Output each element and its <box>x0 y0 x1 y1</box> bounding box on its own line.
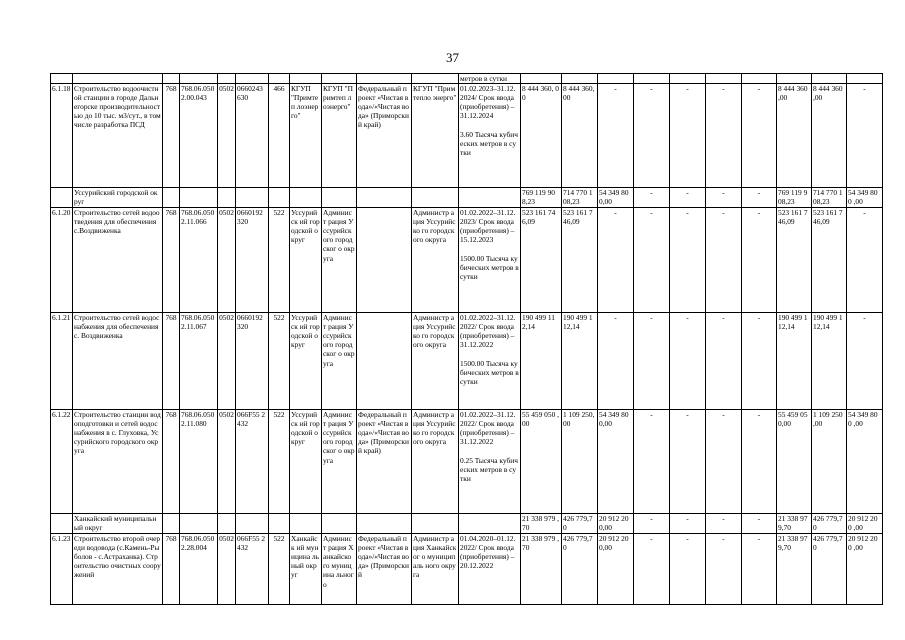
cell-col-18: - <box>706 208 742 313</box>
cell-col-14: 1 109 250, 00 <box>562 410 598 514</box>
cell-col-7: 522 <box>269 534 290 605</box>
cell-col-21: 426 779,7 0 <box>812 534 847 605</box>
cell-col-14: 190 499 1 12,14 <box>562 313 598 410</box>
empty-cell <box>290 514 322 534</box>
empty-cell <box>412 514 459 534</box>
cell-col-2: Ханкайский муниципальный округ <box>73 514 163 534</box>
cell-col-9: Админист рация Ханкайско го муницина льного <box>322 534 357 605</box>
cell-col-12: 01.02.2022–31.12.2022/ Срок ввода (приобретения) – 31.12.2022 0.25 Тысяча кубических метров в сутки <box>459 410 521 514</box>
empty-cell <box>51 514 73 534</box>
cell-col-20: 21 338 97 9,70 <box>777 534 812 605</box>
cell-col-21: 190 499 1 12,14 <box>812 313 847 410</box>
cell-col-18: - <box>706 313 742 410</box>
cell-col-6: 0660243 630 <box>236 84 269 188</box>
cell-col-2: Уссурийский городской округ <box>73 188 163 208</box>
cell-col-16: - <box>634 514 670 534</box>
table-row <box>51 208 883 313</box>
cell-col-14: 523 161 7 46,09 <box>562 208 598 313</box>
cell-col-12: 01.02.2022–31.12.2022/ Срок ввода (приобретения) – 31.12.2022 1500.00 Тысяча кубических метров в сутки <box>459 313 521 410</box>
cell-col-10: Федеральный проект «Чистая вода»/«Чистая вода» (Приморский <box>357 534 412 605</box>
cell-col-3: 768 <box>163 313 180 410</box>
table-row <box>51 534 883 605</box>
cell-col-15: 54 349 80 0,00 <box>598 188 634 208</box>
cell-col-19: - <box>742 84 777 188</box>
cell-col-14: 8 444 360, 00 <box>562 84 598 188</box>
cell-col-13: 21 338 979 ,70 <box>521 514 562 534</box>
cell-col-16: - <box>634 208 670 313</box>
cell-col-9: Админист рация Уссурийск ого городског о округа <box>322 208 357 313</box>
cell-col-8: Ханкайск ий муницина льный округ <box>290 534 322 605</box>
cell-col-20: 21 338 97 9,70 <box>777 514 812 534</box>
cell-col-19: - <box>742 514 777 534</box>
empty-cell <box>163 514 180 534</box>
cell-col-1: 6.1.23 <box>51 534 73 605</box>
cell-col-19: - <box>742 208 777 313</box>
cell-col-16: - <box>634 313 670 410</box>
cell-col-10 <box>357 313 412 410</box>
continuation-row <box>51 74 883 84</box>
cell-col-18: - <box>706 84 742 188</box>
cell-col-19: - <box>742 410 777 514</box>
cell-col-10: Федеральный проект «Чистая вода»/«Чистая вода» (Приморский край) <box>357 84 412 188</box>
cell-col-6: 0660192 320 <box>236 208 269 313</box>
cell-col-13: 21 338 979 ,70 <box>521 534 562 605</box>
cell-col-4: 768.06.050 2.11.066 <box>180 208 218 313</box>
subtotal-row <box>51 188 883 208</box>
cell-col-1: 6.1.22 <box>51 410 73 514</box>
cell-col-15: - <box>598 208 634 313</box>
cell-col-1: 6.1.21 <box>51 313 73 410</box>
empty-cell <box>322 188 357 208</box>
cell-col-12: 01.04.2020–01.12.2022/ Срок ввода (приобретения) – 20.12.2022 <box>459 534 521 605</box>
cell-col-11: Администр ация Уссурийско го городского округа <box>412 410 459 514</box>
cell-col-16: - <box>634 188 670 208</box>
cell-col-17: - <box>670 514 706 534</box>
cell-col-3: 768 <box>163 84 180 188</box>
cell-col-4: 768.06.050 2.00.043 <box>180 84 218 188</box>
empty-cell <box>322 514 357 534</box>
investment-table <box>50 73 883 605</box>
cell-col-22: 54 349 800 ,00 <box>847 188 883 208</box>
subtotal-row <box>51 514 883 534</box>
empty-cell <box>180 514 218 534</box>
cell-col-11: Администр ация Уссурийско го городского округа <box>412 208 459 313</box>
cell-col-5: 0502 <box>218 313 236 410</box>
cell-col-20: 8 444 360 ,00 <box>777 84 812 188</box>
empty-cell <box>236 188 269 208</box>
cell-col-18: - <box>706 188 742 208</box>
cell-col-9: Админист рация Уссурийск ого городског о округа <box>322 313 357 410</box>
empty-cell <box>180 188 218 208</box>
cell-col-17: - <box>670 188 706 208</box>
cell-col-2: Строительство станции водоподготовки и сетей водоснабжения в с. Глуховка, Уссурийского городского округа <box>73 410 163 514</box>
cell-col-2: Строительство сетей водоснабжения для обеспечения с. Воздвиженка <box>73 313 163 410</box>
cell-col-17: - <box>670 313 706 410</box>
table-row <box>51 84 883 188</box>
cell-col-7: 466 <box>269 84 290 188</box>
cell-col-6: 0660192 320 <box>236 313 269 410</box>
cell-col-7: 522 <box>269 208 290 313</box>
cell-col-6: 066F55 2432 <box>236 534 269 605</box>
cell-col-8: Уссурийск ий городской округ <box>290 313 322 410</box>
cell-col-20: 769 119 9 08,23 <box>777 188 812 208</box>
cell-col-17: - <box>670 410 706 514</box>
cell-col-22: 20 912 200 ,00 <box>847 514 883 534</box>
cell-col-3: 768 <box>163 410 180 514</box>
cell-col-13: 523 161 74 6,09 <box>521 208 562 313</box>
cell-col-16: - <box>634 84 670 188</box>
cell-col-19: - <box>742 534 777 605</box>
table-row <box>51 410 883 514</box>
cell-col-3: 768 <box>163 208 180 313</box>
cell-col-22: - <box>847 313 883 410</box>
cell-col-13: 769 119 90 8,23 <box>521 188 562 208</box>
empty-cell <box>357 514 412 534</box>
cell-col-19: - <box>742 313 777 410</box>
cell-col-3: 768 <box>163 534 180 605</box>
cell-col-22: 20 912 200 ,00 <box>847 534 883 605</box>
cell-col-7: 522 <box>269 313 290 410</box>
cell-col-18: - <box>706 514 742 534</box>
cell-col-21: 426 779,7 0 <box>812 514 847 534</box>
cell-col-22: 54 349 800 ,00 <box>847 410 883 514</box>
cell-col-15: - <box>598 313 634 410</box>
cell-col-8: Уссурийск ий городской округ <box>290 208 322 313</box>
cell-col-5: 0502 <box>218 410 236 514</box>
cell-col-9: КГУП "Примтеп лоэнерго" <box>322 84 357 188</box>
cell-col-14: 426 779,7 0 <box>562 514 598 534</box>
cell-col-6: 066F55 2432 <box>236 410 269 514</box>
cell-col-8: КГУП "Примтеп лоэнерго" <box>290 84 322 188</box>
cell-col-1: 6.1.20 <box>51 208 73 313</box>
cell-col-4: 768.06.050 2.11.067 <box>180 313 218 410</box>
empty-cell <box>459 514 521 534</box>
cell-col-5: 0502 <box>218 208 236 313</box>
cell-col-15: - <box>598 84 634 188</box>
cell-col-17: - <box>670 534 706 605</box>
empty-cell <box>269 514 290 534</box>
empty-cell <box>459 188 521 208</box>
cell-col-5: 0502 <box>218 534 236 605</box>
table-row <box>51 313 883 410</box>
table-body <box>51 74 883 605</box>
cell-col-21: 523 161 7 46,09 <box>812 208 847 313</box>
cell-col-16: - <box>634 534 670 605</box>
cell-col-15: 54 349 80 0,00 <box>598 410 634 514</box>
cell-col-4: 768.06.050 2.28.004 <box>180 534 218 605</box>
cell-col-15: 20 912 20 0,00 <box>598 534 634 605</box>
empty-cell <box>218 188 236 208</box>
cell-col-12: 01.02.2022–31.12.2023/ Срок ввода (приобретения) – 15.12.2023 1500.00 Тысяча кубических метров в сутки <box>459 208 521 313</box>
empty-cell <box>51 188 73 208</box>
cell-col-8: Уссурийск ий городской округ <box>290 410 322 514</box>
empty-cell <box>412 188 459 208</box>
cell-col-2: Строительство сетей водоотведения для обеспечения с.Воздвиженка <box>73 208 163 313</box>
cell-col-11: Администр ация Ханкайског о муниципаль ного округа <box>412 534 459 605</box>
cell-col-19: - <box>742 188 777 208</box>
cell-col-10: Федеральный проект «Чистая вода»/«Чистая вода» (Приморский край) <box>357 410 412 514</box>
cell-col-21: 1 109 250 ,00 <box>812 410 847 514</box>
cell-col-20: 55 459 05 0,00 <box>777 410 812 514</box>
cell-col-18: - <box>706 410 742 514</box>
empty-cell <box>236 514 269 534</box>
cell-col-9: Админист рация Уссурийск ого городског о округа <box>322 410 357 514</box>
cell-col-1: 6.1.18 <box>51 84 73 188</box>
cell-col-4: 768.06.050 2.11.080 <box>180 410 218 514</box>
cell-col-11: Администр ация Уссурийско го городского округа <box>412 313 459 410</box>
empty-cell <box>218 514 236 534</box>
cell-col-5: 0502 <box>218 84 236 188</box>
cell-col-7: 522 <box>269 410 290 514</box>
cell-col-2: Строительство второй очереди водовода (с.Камень-Рыболов - с.Астраханка). Строительство очистных сооружений <box>73 534 163 605</box>
empty-cell <box>269 188 290 208</box>
page-number: 37 <box>446 50 459 65</box>
cell-col-20: 190 499 1 12,14 <box>777 313 812 410</box>
cell-col-15: 20 912 20 0,00 <box>598 514 634 534</box>
cell-col-10 <box>357 208 412 313</box>
cell-col-16: - <box>634 410 670 514</box>
continuation-text: метров в сутки <box>459 74 521 84</box>
cell-col-12: 01.02.2023–31.12.2024/ Срок ввода (приобретения) – 31.12.2024 3.60 Тысяча кубических метров в сутки <box>459 84 521 188</box>
cell-col-2: Строительство водоочистной станции в городе Дальнегорске производительностью до 10 тыс. м3/сут., в том числе разработка ПСД <box>73 84 163 188</box>
cell-col-17: - <box>670 208 706 313</box>
empty-cell <box>290 188 322 208</box>
empty-cell <box>357 188 412 208</box>
cell-col-21: 8 444 360 ,00 <box>812 84 847 188</box>
cell-col-13: 190 499 11 2,14 <box>521 313 562 410</box>
cell-col-17: - <box>670 84 706 188</box>
cell-col-13: 55 459 050 ,00 <box>521 410 562 514</box>
cell-col-13: 8 444 360, 00 <box>521 84 562 188</box>
cell-col-11: КГУП "Примтепло энерго" <box>412 84 459 188</box>
cell-col-14: 714 770 1 08,23 <box>562 188 598 208</box>
cell-col-22: - <box>847 84 883 188</box>
cell-col-21: 714 770 1 08,23 <box>812 188 847 208</box>
cell-col-18: - <box>706 534 742 605</box>
cell-col-14: 426 779,7 0 <box>562 534 598 605</box>
empty-cell <box>163 188 180 208</box>
cell-col-20: 523 161 7 46,09 <box>777 208 812 313</box>
cell-col-22: - <box>847 208 883 313</box>
